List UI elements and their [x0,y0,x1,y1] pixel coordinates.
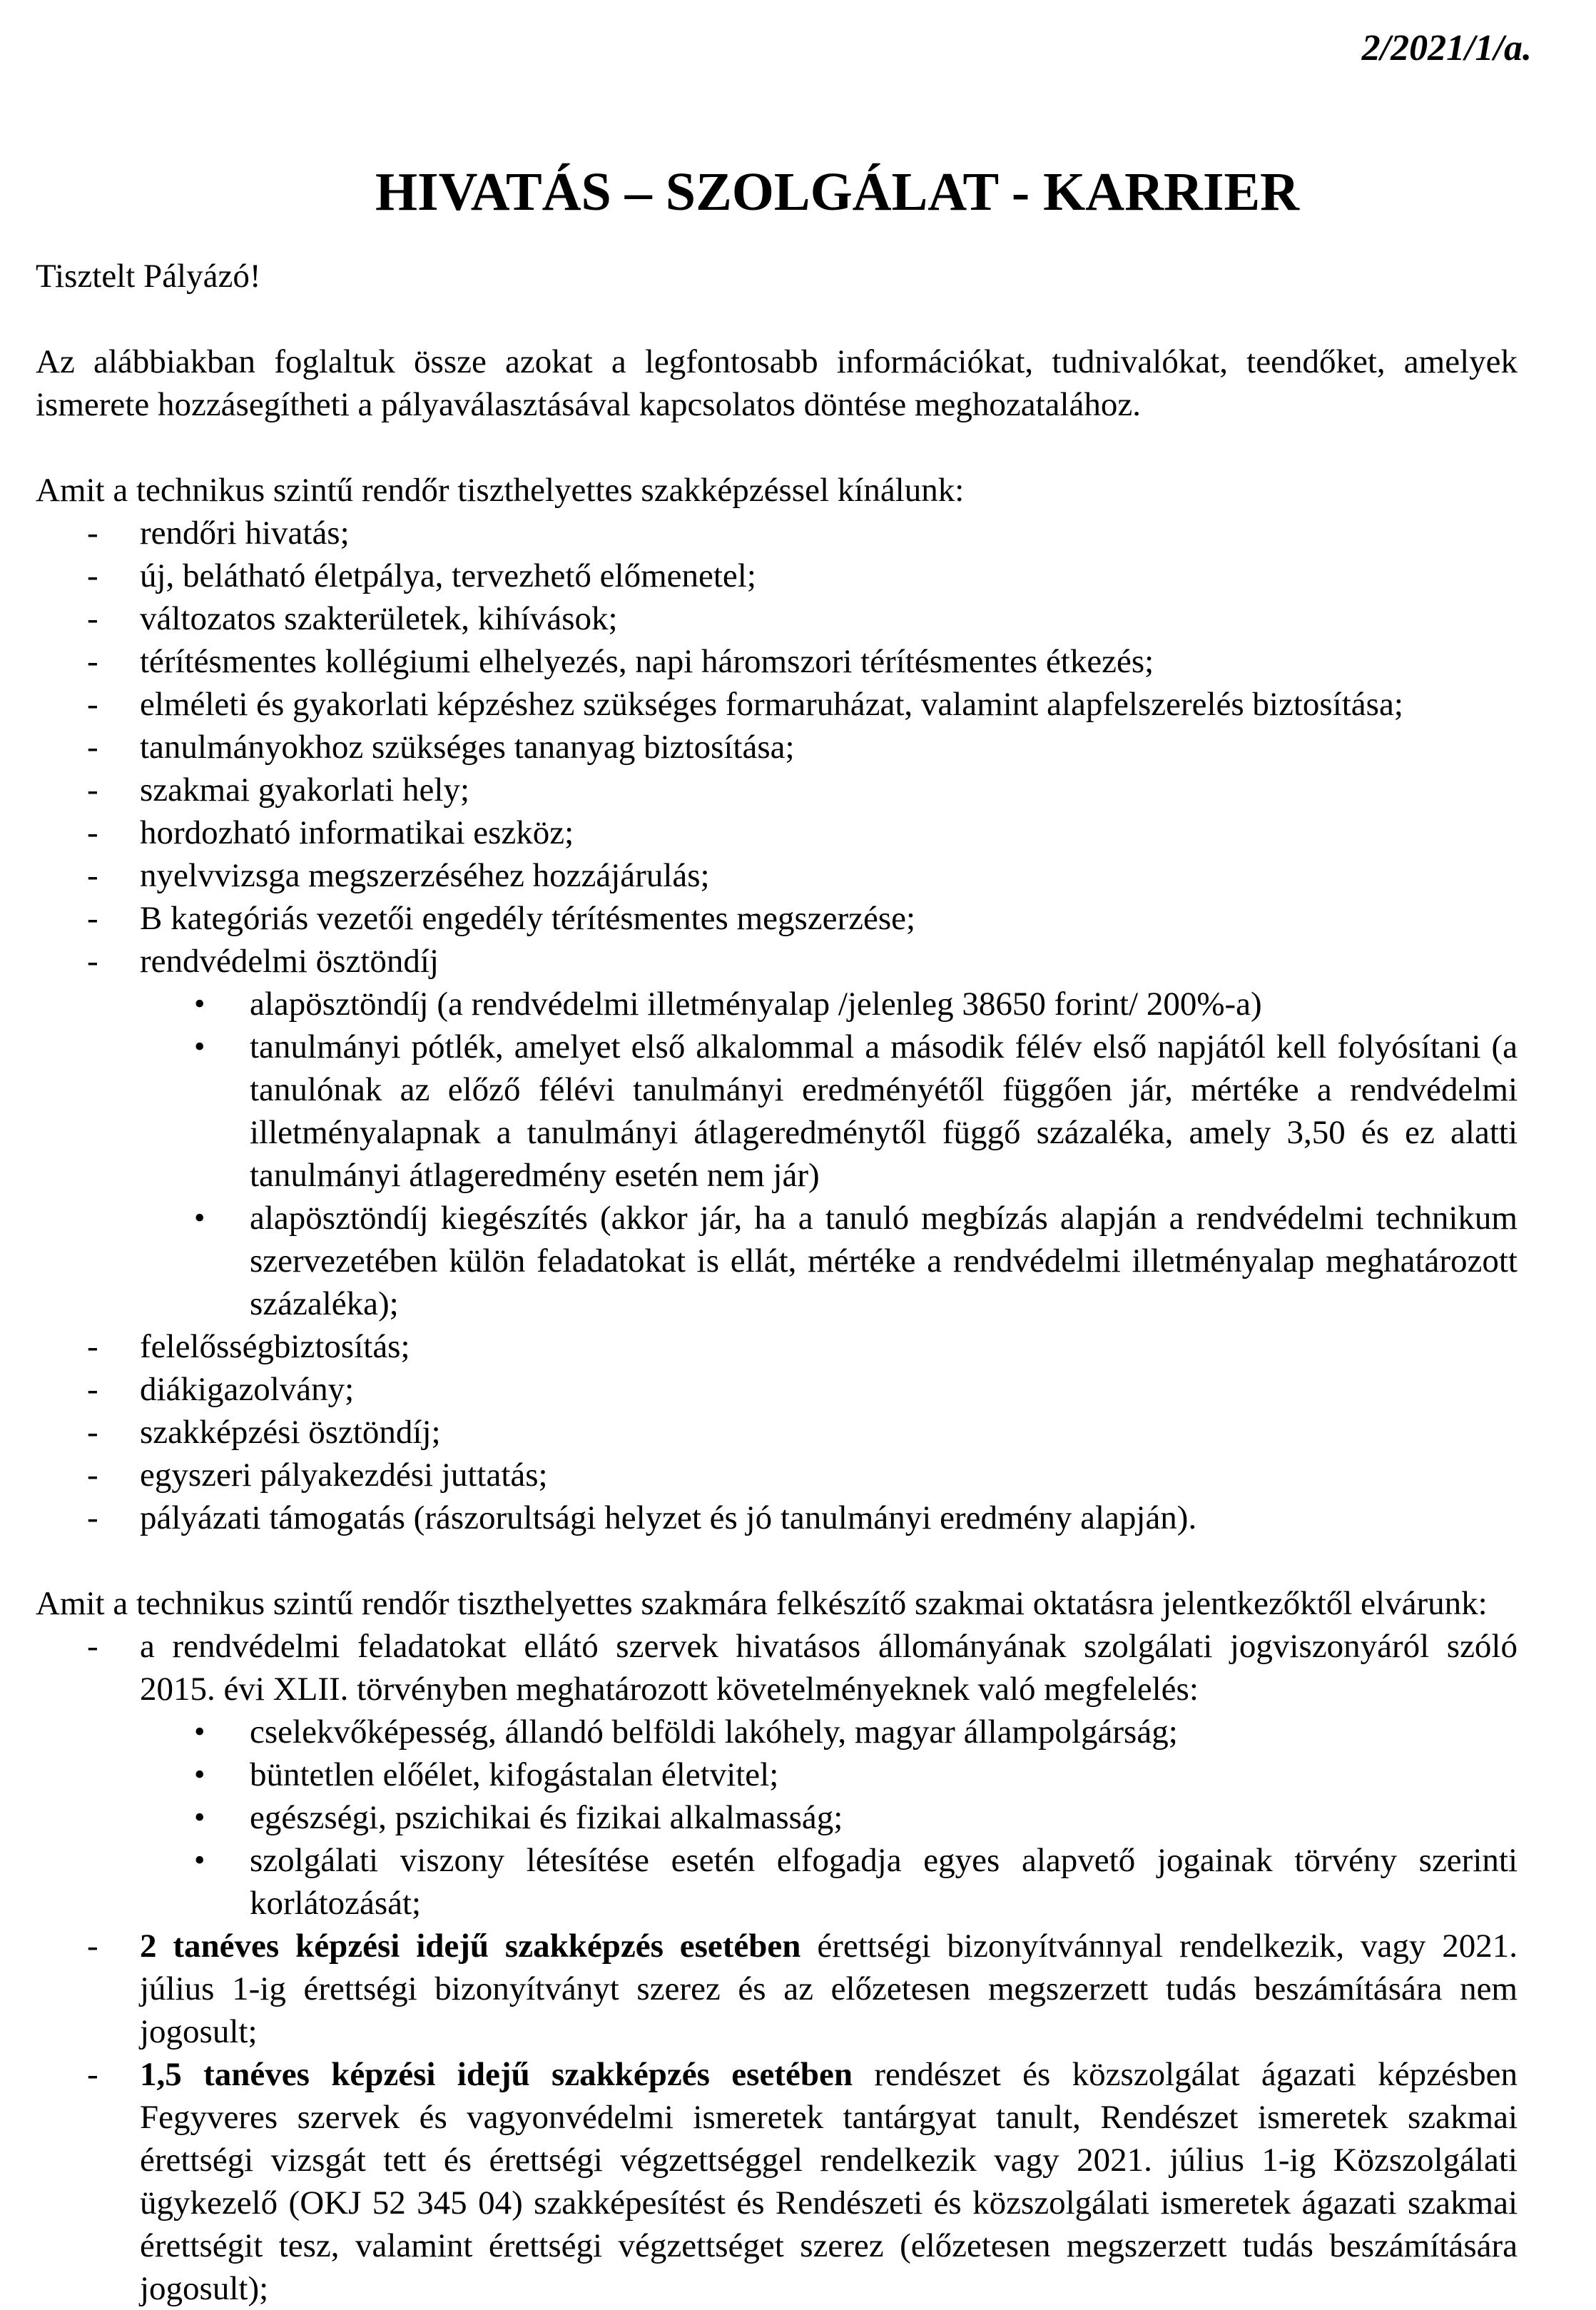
list-item-text: változatos szakterületek, kihívások; [140,600,618,637]
list-item [36,1325,1518,1368]
dash-marker: - [87,1457,98,1494]
dash-marker: - [87,771,98,809]
bullet-item-text: szolgálati viszony létesítése esetén elfogadja egyes alapvető jogainak törvény szerinti korlátozását; [250,1842,1518,1922]
bullet-marker: • [194,1200,205,1235]
bullet-marker: • [194,1029,205,1064]
bullet-item-text: alapösztöndíj (a rendvédelmi illetményalap /jelenleg 38650 forint/ 200%-a) [250,986,1262,1023]
dash-marker: - [87,2056,98,2093]
list-item-text: felelősségbiztosítás; [140,1328,410,1365]
list-item [36,854,1518,897]
page-title: HIVATÁS – SZOLGÁLAT - KARRIER [375,162,1300,222]
list-item-text: B kategóriás vezetői engedély térítésmentes megszerzése; [140,900,916,937]
dash-marker: - [87,1927,98,1965]
list-item-text: nyelvvizsga megszerzéséhez hozzájárulás; [140,857,710,894]
bullet-item [36,1711,1518,1753]
list-item-text: diákigazolvány; [140,1371,355,1408]
list-item-text: rendvédelmi ösztöndíj [140,943,439,980]
list-item-text: rendőri hivatás; [140,515,350,552]
list-item [36,683,1518,726]
bullet-item [36,1753,1518,1796]
list-item [36,1496,1518,1539]
bullet-marker: • [194,1714,205,1749]
one-half-year-condition: rendészet és közszolgálat ágazati képzésben Fegyveres szervek és vagyonvédelmi ismeretek tantárgyat tanult, Rendészet ismeretek szakmai érettségi vizsgát tett és érettségi végzettséggel rendelkezik vagy 2021. július 1-ig Közszolgálati ügykezelő (OKJ 52 345 04) szakképesítést és Rendészeti és közszolgálati ismeretek ágazati szakmai érettségit tesz, valamint érettségi végzettséget szerez (előzetesen megszerzett tudás beszámítására jogosult); [140,2056,1518,2307]
bullet-item [36,983,1518,1025]
list-item [36,512,1518,554]
list-item-text: szakképzési ösztöndíj; [140,1414,441,1451]
list-item-text: egyszeri pályakezdési juttatás; [140,1457,548,1494]
list-item-text: pályázati támogatás (rászorultsági helyzet és jó tanulmányi eredmény alapján). [140,1499,1197,1536]
two-year-condition-bold: 2 tanéves képzési idejű szakképzés esetében [140,1927,801,1965]
offer-heading: Amit a technikus szintű rendőr tiszthelyettes szakképzéssel kínálunk: [36,472,965,509]
bullet-marker: • [194,1843,205,1878]
list-item-text: hordozható informatikai eszköz; [140,814,574,851]
list-item [36,2053,1518,2310]
bullet-item-text: alapösztöndíj kiegészítés (akkor jár, ha a tanuló megbízás alapján a rendvédelmi technikum szervezetében külön feladatokat is ellát, mértéke a rendvédelmi illetményalap meghatározott százaléka); [250,1200,1518,1322]
list-item [36,1411,1518,1454]
bullet-item [36,1197,1518,1325]
dash-marker: - [87,600,98,637]
list-item [36,811,1518,854]
list-item [36,640,1518,683]
list-item-text: elméleti és gyakorlati képzéshez szükséges formaruházat, valamint alapfelszerelés biztosítása; [140,686,1403,723]
dash-marker: - [87,1328,98,1365]
list-item-text: új, belátható életpálya, tervezhető előmenetel; [140,557,756,594]
list-item [36,597,1518,640]
intro-paragraph: Az alábbiakban foglaltuk össze azokat a legfontosabb információkat, tudnivalókat, teendőket, amelyek ismerete hozzásegítheti a pályaválasztásával kapcsolatos döntése meghozatalához. [36,343,1518,423]
list-item-text: térítésmentes kollégiumi elhelyezés, napi háromszori térítésmentes étkezés; [140,643,1154,680]
list-item [36,1625,1518,1925]
list-item [36,726,1518,769]
expect-list [36,1625,1518,2310]
list-item-text: szakmai gyakorlati hely; [140,771,470,809]
dash-marker: - [87,857,98,894]
bullet-marker: • [194,1757,205,1792]
list-item [36,940,1518,1325]
law-requirement: a rendvédelmi feladatokat ellátó szervek hivatásos állományának szolgálati jogviszonyáról szóló 2015. évi XLII. törvényben meghatározott követelményeknek való megfelelés: [140,1628,1518,1708]
bullet-item [36,1796,1518,1839]
greeting: Tisztelt Pályázó! [36,258,261,295]
list-item [36,1368,1518,1411]
dash-marker: - [87,1414,98,1451]
dash-marker: - [87,686,98,723]
dash-marker: - [87,814,98,851]
dash-marker: - [87,515,98,552]
list-item [36,1454,1518,1496]
dash-marker: - [87,1628,98,1665]
list-item [36,897,1518,940]
bullet-marker: • [194,986,205,1021]
bullet-item-text: büntetlen előélet, kifogástalan életvitel; [250,1756,779,1793]
one-half-year-condition-bold: 1,5 tanéves képzési idejű szakképzés esetében [140,2056,853,2093]
dash-marker: - [87,943,98,980]
dash-marker: - [87,557,98,594]
two-year-condition: érettségi bizonyítvánnyal rendelkezik, vagy 2021. július 1-ig érettségi bizonyítványt szerez és az előzetesen megszerzett tudás beszámítására nem jogosult; [140,1927,1518,2050]
bullet-item [36,1025,1518,1197]
document-body [36,255,1518,2310]
scholarship-sublist [140,983,1518,1325]
law-sublist [140,1711,1518,1925]
bullet-item-text: cselekvőképesség, állandó belföldi lakóhely, magyar állampolgárság; [250,1713,1178,1751]
document-number: 2/2021/1/a. [1361,28,1532,69]
bullet-item-text: egészségi, pszichikai és fizikai alkalmasság; [250,1799,843,1836]
dash-marker: - [87,900,98,937]
dash-marker: - [87,729,98,766]
offer-list [36,512,1518,1539]
dash-marker: - [87,643,98,680]
list-item [36,554,1518,597]
list-item [36,1925,1518,2053]
bullet-item-text: tanulmányi pótlék, amelyet első alkalommal a második félév első napjától kell folyósítani (a tanulónak az előző félévi tanulmányi eredményétől függően jár, mértéke a rendvédelmi illetményalapnak a tanulmányi átlageredménytől függő százaléka, amely 3,50 és ez alatti tanulmányi átlageredmény esetén nem jár) [250,1028,1518,1194]
list-item-text: tanulmányokhoz szükséges tananyag biztosítása; [140,729,795,766]
bullet-marker: • [194,1800,205,1835]
dash-marker: - [87,1371,98,1408]
dash-marker: - [87,1499,98,1536]
expect-heading: Amit a technikus szintű rendőr tiszthelyettes szakmára felkészítő szakmai oktatásra jelentkezőktől elvárunk: [36,1585,1488,1622]
list-item [36,769,1518,811]
bullet-item [36,1839,1518,1925]
